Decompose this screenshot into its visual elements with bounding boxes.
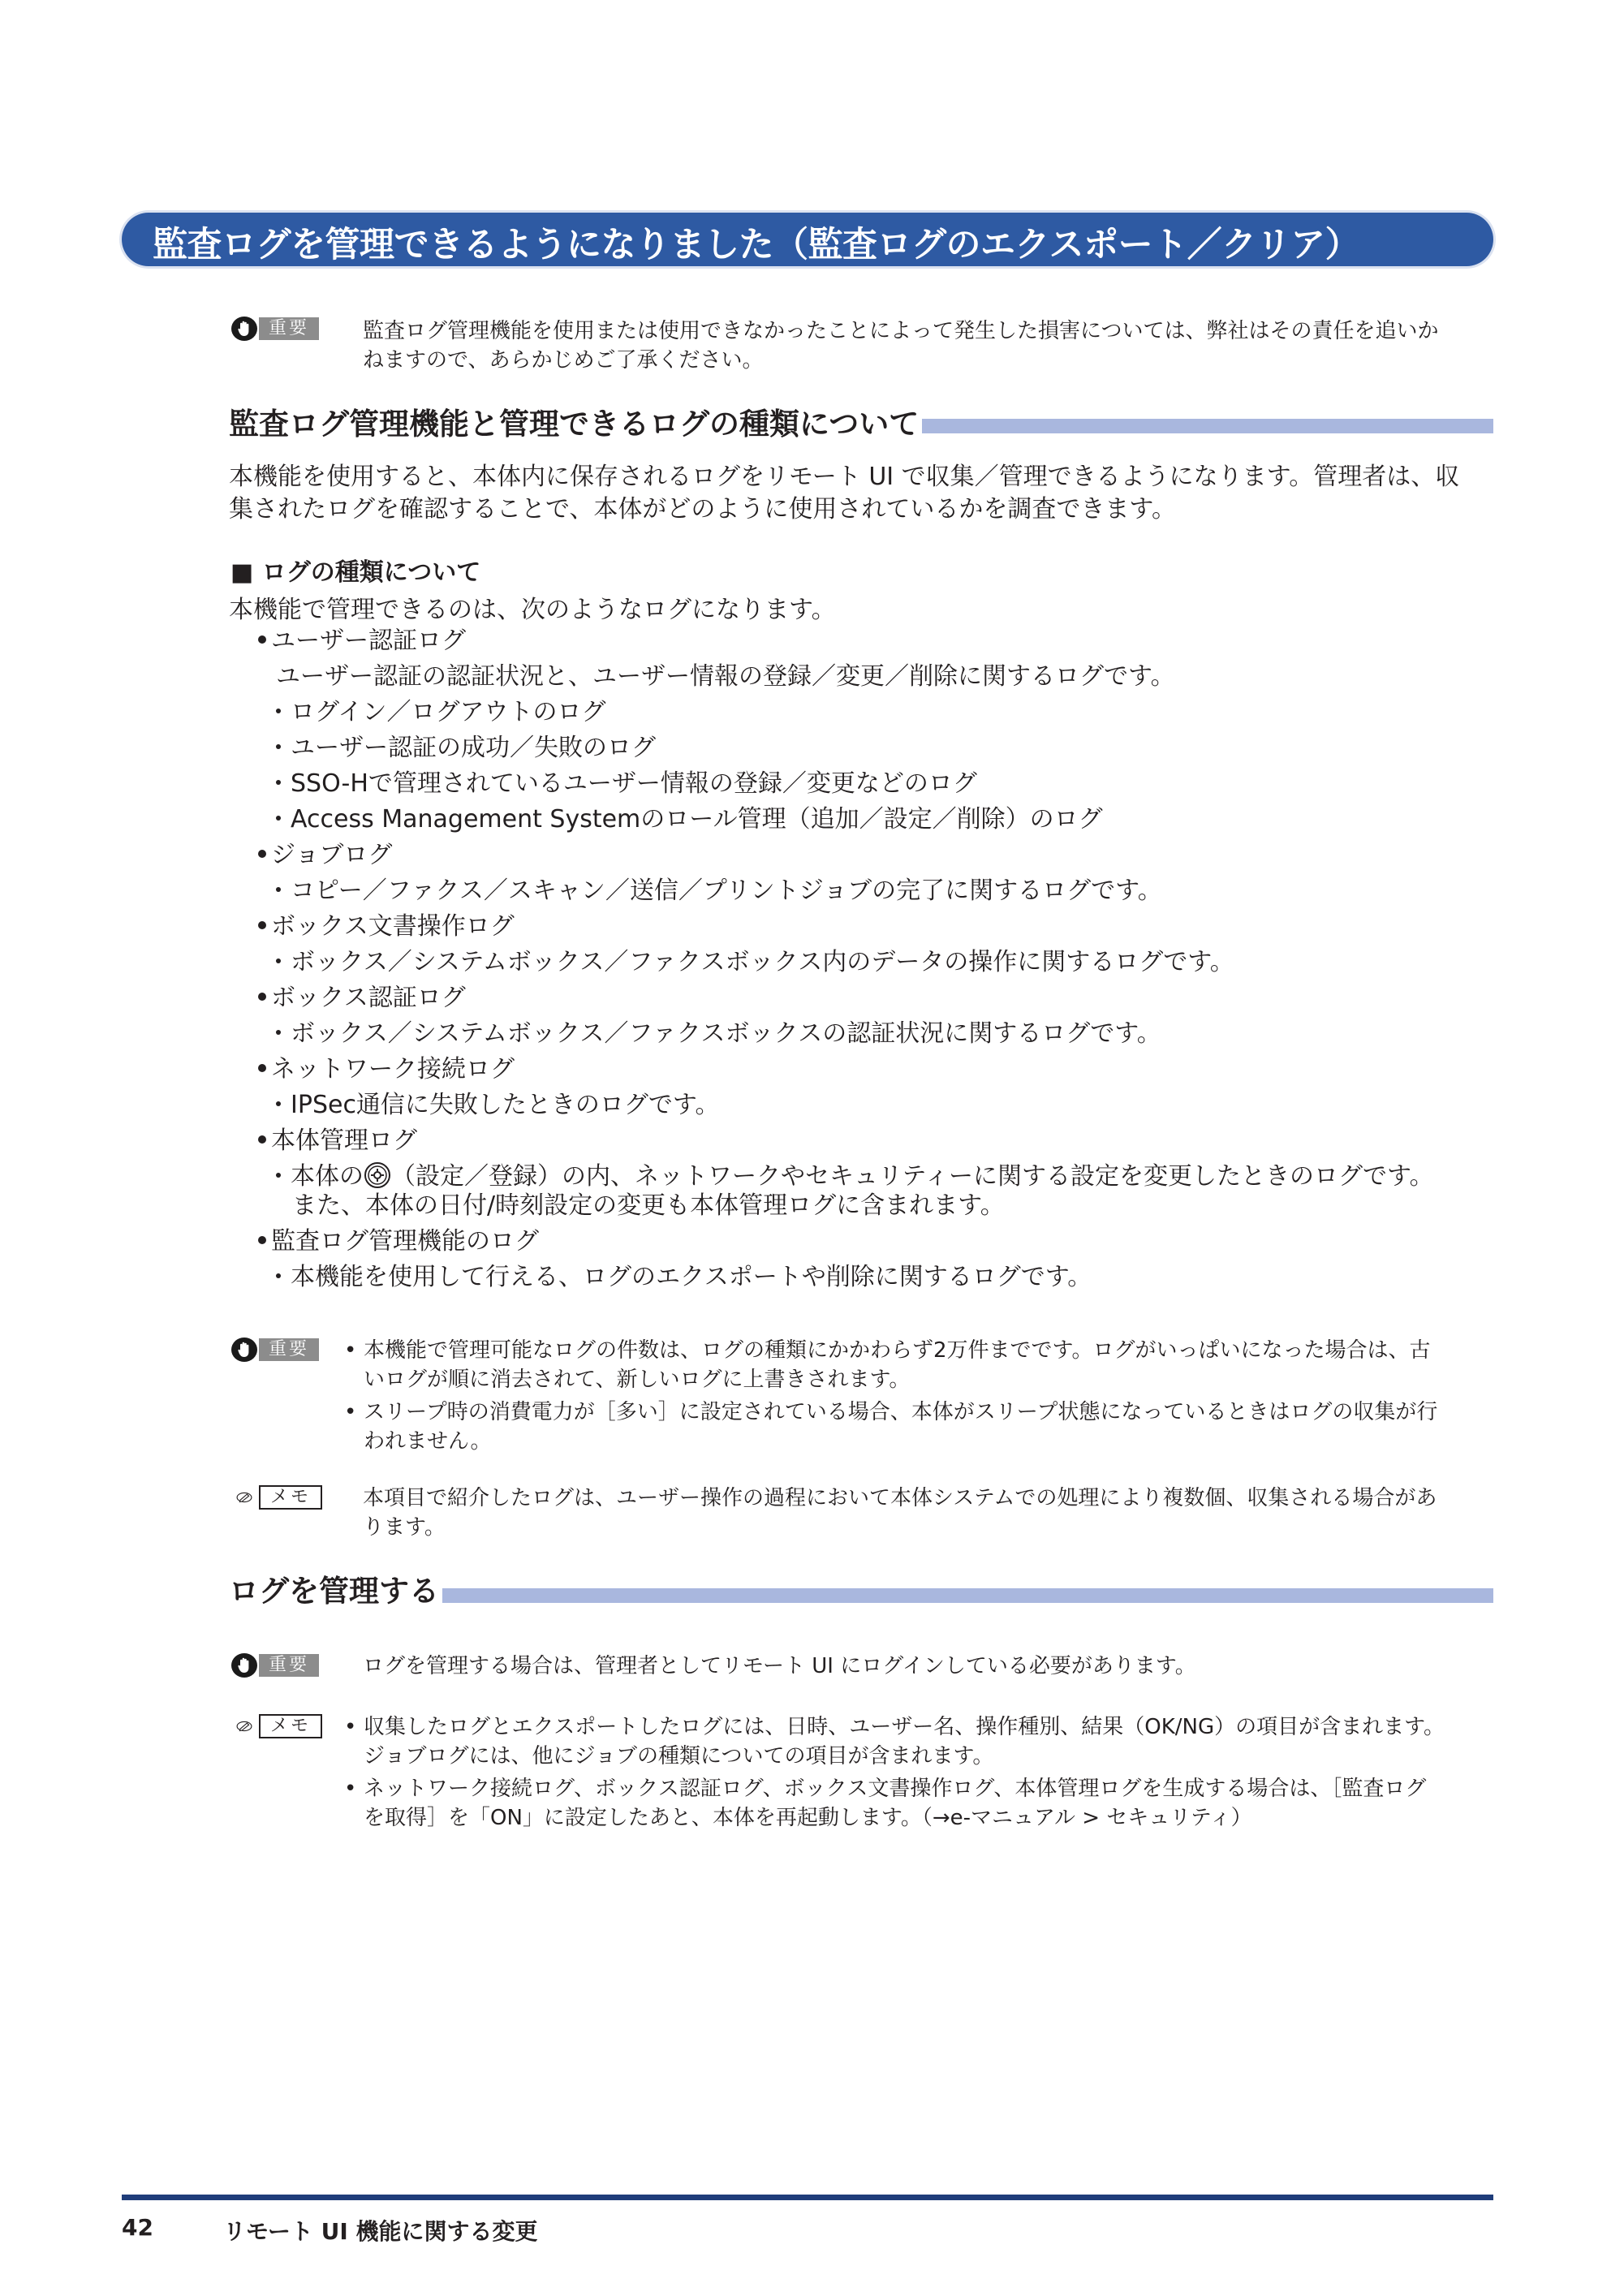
note-bullet: • 収集したログとエクスポートしたログには、日時、ユーザー名、操作種別、結果（OK/NG）の項目が含まれます。 ジョブログには、他にジョブの種類についての項目が含まれます。 [344,1712,1497,1771]
bullet-icon [276,1273,281,1278]
section-intro [229,461,1503,526]
footer-rule [122,2195,1493,2200]
subheading: ■ ログの種類について [230,558,481,587]
bullet-icon [276,744,281,749]
important-label: 重要 [259,1338,319,1361]
hand-stop-icon [231,1338,257,1362]
list-subitem: Access Management Systemのロール管理（追加／設定／削除）のログ [276,803,1103,836]
section-title: 監査ログ管理機能と管理できるログの種類について [229,399,922,443]
note-bullet: • ネットワーク接続ログ、ボックス認証ログ、ボックス文書操作ログ、本体管理ログを生成する場合は、［監査ログ を取得］を「ON」に設定したあと、本体を再起動します。（→e-マニュアル > セキュリティ） [344,1774,1497,1833]
note-bullet: • 本機能で管理可能なログの件数は、ログの種類にかかわらず2万件までです。ログがいっぱいになった場合は、古 いログが順に消去されて、新しいログに上書きされます。 [344,1336,1497,1394]
list-subitem: ログイン／ログアウトのログ [276,696,606,729]
bullet-icon [258,635,266,644]
list-item: ネットワーク接続ログ [258,1053,515,1086]
list-item: ボックス認証ログ [258,982,466,1014]
bullet-icon [276,887,281,892]
list-subitem: ボックス／システムボックス／ファクスボックスの認証状況に関するログです。 [276,1018,1161,1050]
memo-label: メモ [259,1714,322,1738]
section-title: ログを管理する [229,1566,442,1610]
bullet-icon [258,1236,266,1244]
important-label: 重要 [259,1654,319,1677]
list-desc: また、本体の日付/時刻設定の変更も本体管理ログに含まれます。 [292,1191,1005,1220]
note-line: ねますので、あらかじめご了承ください。 [363,348,764,373]
list-item: ジョブログ [258,839,392,872]
list-subitem: SSO-Hで管理されているユーザー情報の登録／変更などのログ [276,768,977,800]
list-item: 本体管理ログ [258,1125,417,1157]
note-bullet: • スリープ時の消費電力が［多い］に設定されている場合、本体がスリープ状態になっているときはログの収集が行 われません。 [344,1398,1497,1456]
intro-line: 本機能を使用すると、本体内に保存されるログをリモート UI で収集／管理できるようになります。管理者は、収 [229,463,1460,491]
hand-stop-icon [231,1653,257,1678]
important-badge [231,1338,322,1362]
memo-badge [231,1485,322,1510]
bullet-icon [258,1064,266,1072]
bullet-icon [258,1135,266,1144]
note-line: 監査ログ管理機能を使用または使用できなかったことによって発生した損害については、弊社はその責任を追いか [363,319,1439,343]
list-subitem: IPSec通信に失敗したときのログです。 [276,1089,720,1122]
list-subitem: ユーザー認証の成功／失敗のログ [276,732,656,765]
bullet-icon [276,816,281,821]
memo-note-1 [363,1484,1499,1542]
list-item: ユーザー認証ログ [258,625,466,657]
page-number: 42 [122,2214,153,2241]
pencil-icon [231,1714,257,1738]
bullet-icon [258,850,266,858]
memo-badge [231,1714,322,1738]
important-label: 重要 [259,317,319,340]
list-subitem: コピー／ファクス／スキャン／送信／プリントジョブの完了に関するログです。 [276,875,1162,907]
list-subitem: 本体の （設定／登録）の内、ネットワークやセキュリティーに関する設定を変更したときのログです。 [276,1161,1434,1193]
intro-line: 集されたログを確認することで、本体がどのように使用されているかを調査できます。 [229,495,1176,523]
list-desc: ユーザー認証の認証状況と、ユーザー情報の登録／変更／削除に関するログです。 [276,662,1175,691]
bullet-icon [276,1101,281,1106]
bullet-icon [276,958,281,963]
important-note-2 [344,1336,1497,1456]
bullet-icon [258,993,266,1001]
pencil-icon [231,1485,257,1510]
settings-key-icon [364,1161,391,1189]
page-title: 監査ログを管理できるようになりました（監査ログのエクスポート／クリア） [153,225,1360,265]
bullet-icon [258,921,266,929]
bullet-icon [276,1173,281,1178]
list-subitem: ボックス／システムボックス／ファクスボックス内のデータの操作に関するログです。 [276,946,1234,979]
bullet-icon [276,1030,281,1035]
note-line: ログを管理する場合は、管理者としてリモート UI にログインしている必要があります。 [363,1654,1196,1678]
note-line: ります。 [363,1515,446,1540]
important-note-3 [363,1652,1499,1681]
footer-title: リモート UI 機能に関する変更 [223,2218,538,2245]
important-badge [231,1653,322,1678]
list-item: ボックス文書操作ログ [258,911,515,943]
note-line: 本項目で紹介したログは、ユーザー操作の過程において本体システムでの処理により複数個、収集される場合があ [363,1486,1437,1510]
memo-label: メモ [259,1485,322,1510]
list-subitem: 本機能を使用して行える、ログのエクスポートや削除に関するログです。 [276,1261,1092,1294]
list-item: 監査ログ管理機能のログ [258,1226,539,1258]
lead-text: 本機能で管理できるのは、次のようなログになります。 [229,596,836,624]
bullet-icon [276,709,281,713]
hand-stop-icon [231,317,257,341]
bullet-icon [276,780,281,785]
memo-note-2 [344,1712,1497,1833]
important-badge [231,317,322,341]
important-note-1 [363,317,1499,375]
